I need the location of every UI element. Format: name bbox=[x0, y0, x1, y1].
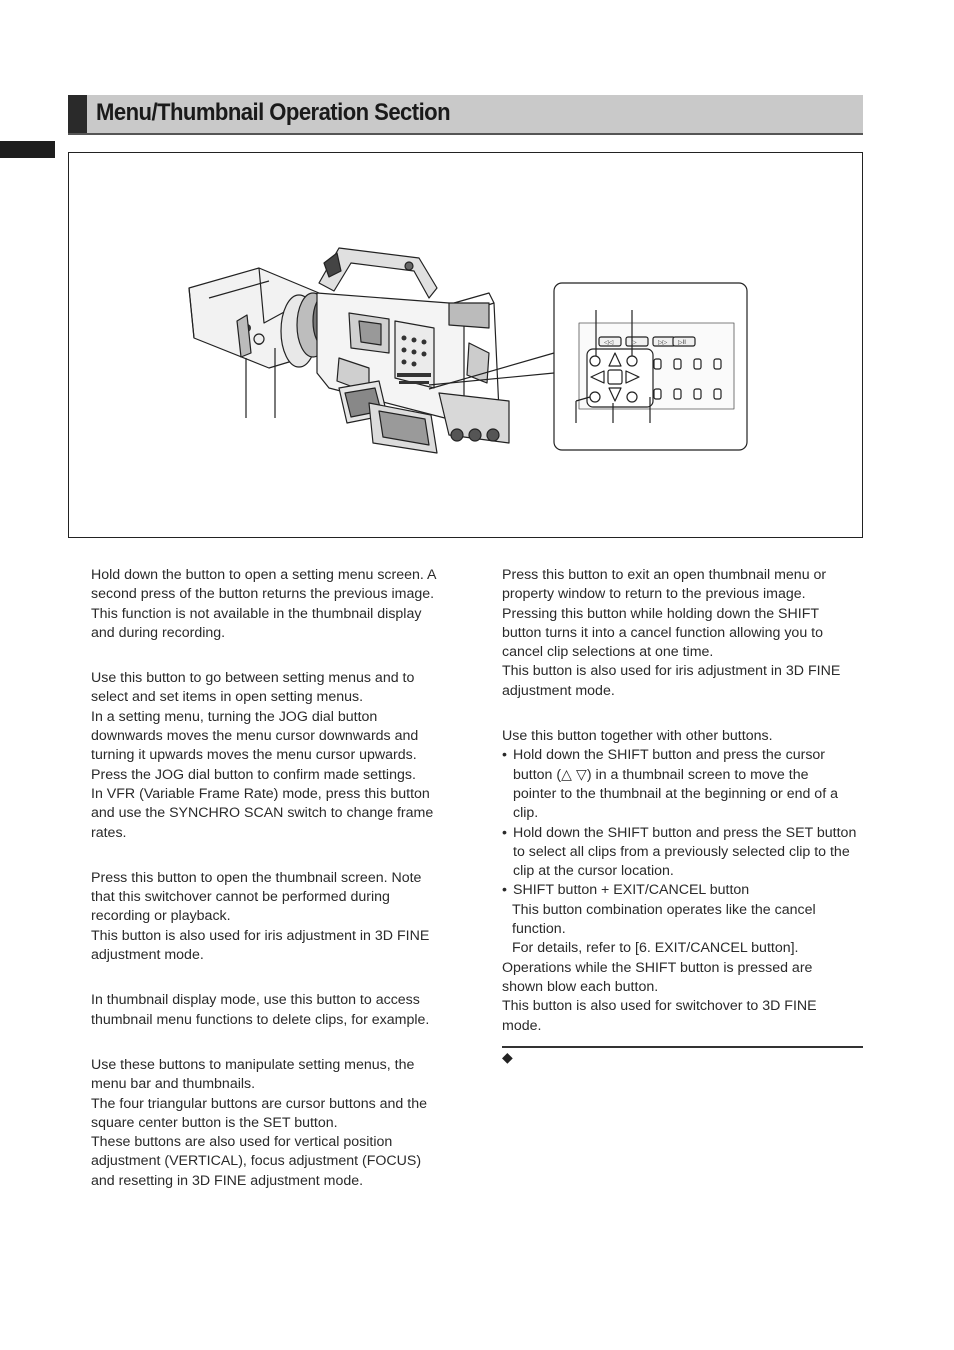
text-line: Use this button together with other buttons. bbox=[502, 728, 773, 745]
text-line: recording or playback. bbox=[91, 908, 231, 925]
menu-button-desc bbox=[91, 566, 463, 643]
text-line: square center button is the SET button. bbox=[91, 1114, 338, 1131]
text-line: In a setting menu, turning the JOG dial button bbox=[91, 708, 378, 725]
text-line: select and set items in open setting menus. bbox=[91, 689, 364, 706]
text-line: mode. bbox=[502, 1017, 542, 1034]
text-line: SHIFT button + EXIT/CANCEL button bbox=[513, 882, 750, 899]
text-line: function. bbox=[512, 921, 566, 938]
thumbnail-button-desc bbox=[91, 869, 463, 965]
jog-dial-desc bbox=[91, 669, 463, 843]
note-diamond-icon: ◆ bbox=[502, 1049, 513, 1065]
text-line: The four triangular buttons are cursor buttons and the bbox=[91, 1095, 427, 1112]
camera-figure bbox=[68, 152, 863, 538]
camera-illustration bbox=[69, 153, 864, 539]
text-line: Operations while the SHIFT button is pressed are bbox=[502, 959, 813, 976]
page-title: Menu/Thumbnail Operation Section bbox=[96, 99, 451, 126]
text-line: second press of the button returns the previous image. bbox=[91, 586, 435, 603]
text-line: adjustment mode. bbox=[91, 947, 204, 964]
ffwd-glyph: ▷▷ bbox=[658, 340, 668, 346]
text-line: Press this button to open the thumbnail screen. Note bbox=[91, 869, 422, 886]
text-line: This button is also used for iris adjustment in 3D FINE bbox=[502, 663, 841, 680]
text-line: shown blow each button. bbox=[502, 978, 659, 995]
bullet-item bbox=[502, 746, 864, 823]
text-line: This button is also used for iris adjustment in 3D FINE bbox=[91, 927, 430, 944]
text-line: Use these buttons to manipulate setting menus, the bbox=[91, 1056, 415, 1073]
text-line: Use this button to go between setting menus and to bbox=[91, 670, 415, 687]
text-line: cancel clip selections at one time. bbox=[502, 644, 714, 661]
text-line: property window to return to the previous image. bbox=[502, 586, 806, 603]
text-line: button (△ ▽) in a thumbnail screen to move the bbox=[513, 766, 809, 783]
rewind-glyph: ◁◁ bbox=[604, 340, 614, 346]
bullet-dot: • bbox=[502, 747, 507, 764]
text-line: Press the JOG dial button to confirm made settings. bbox=[91, 766, 416, 783]
bullet-item bbox=[502, 881, 864, 900]
text-line: This button is also used for switchover to 3D FINE bbox=[502, 998, 817, 1015]
left-column bbox=[91, 566, 463, 1191]
text-line: These buttons are also used for vertical position bbox=[91, 1134, 393, 1151]
text-line: downwards moves the menu cursor downwards and bbox=[91, 728, 419, 745]
bullet-item bbox=[502, 824, 864, 882]
text-line: and resetting in 3D FINE adjustment mode. bbox=[91, 1172, 364, 1189]
chapter-tab bbox=[0, 141, 55, 158]
exit-cancel-button-desc bbox=[502, 566, 864, 701]
text-line: Hold down the SHIFT button and press the cursor bbox=[513, 747, 826, 764]
text-line: adjustment (VERTICAL), focus adjustment (FOCUS) bbox=[91, 1153, 422, 1170]
text-line: thumbnail menu functions to delete clips, for example. bbox=[91, 1011, 430, 1028]
bullet-sub-text bbox=[502, 901, 864, 959]
shift-button-desc bbox=[502, 727, 864, 1036]
text-line: adjustment mode. bbox=[502, 682, 615, 699]
text-line: and during recording. bbox=[91, 624, 226, 641]
bullet-dot: • bbox=[502, 882, 507, 899]
text-line: rates. bbox=[91, 824, 127, 841]
text-line: Hold down the button to open a setting menu screen. A bbox=[91, 567, 437, 583]
text-line: This button combination operates like the cancel bbox=[512, 901, 816, 918]
cursor-set-buttons-desc bbox=[91, 1056, 463, 1191]
text-line: to select all clips from a previously selected clip to the bbox=[513, 843, 850, 860]
text-line: clip at the cursor location. bbox=[513, 863, 674, 880]
thumbnail-menu-button-desc bbox=[91, 991, 463, 1030]
text-line: Pressing this button while holding down the SHIFT bbox=[502, 605, 820, 622]
bullet-dot: • bbox=[502, 824, 507, 841]
play-pause-glyph: ▷II bbox=[678, 340, 686, 346]
text-line: that this switchover cannot be performed during bbox=[91, 889, 390, 906]
section-header bbox=[68, 95, 863, 135]
text-line: button turns it into a cancel function allowing you to bbox=[502, 624, 823, 641]
text-line: menu bar and thumbnails. bbox=[91, 1076, 256, 1093]
text-line: In thumbnail display mode, use this button to access bbox=[91, 992, 420, 1009]
text-line: Press this button to exit an open thumbnail menu or bbox=[502, 567, 827, 583]
note-divider bbox=[502, 1046, 863, 1048]
play-glyph: ▷ bbox=[632, 340, 637, 346]
text-line: pointer to the thumbnail at the beginning or end of a bbox=[513, 785, 838, 802]
header-mark bbox=[68, 95, 87, 133]
text-line: turning it upwards moves the menu cursor upwards. bbox=[91, 747, 417, 764]
text-line: clip. bbox=[513, 805, 539, 822]
text-line: This function is not available in the thumbnail display bbox=[91, 605, 422, 622]
text-line: and use the SYNCHRO SCAN switch to change frame bbox=[91, 805, 434, 822]
right-column bbox=[502, 566, 864, 1036]
text-line: In VFR (Variable Frame Rate) mode, press this button bbox=[91, 785, 430, 802]
text-line: For details, refer to [6. EXIT/CANCEL button]. bbox=[512, 940, 799, 957]
text-line: Hold down the SHIFT button and press the SET button bbox=[513, 824, 857, 841]
